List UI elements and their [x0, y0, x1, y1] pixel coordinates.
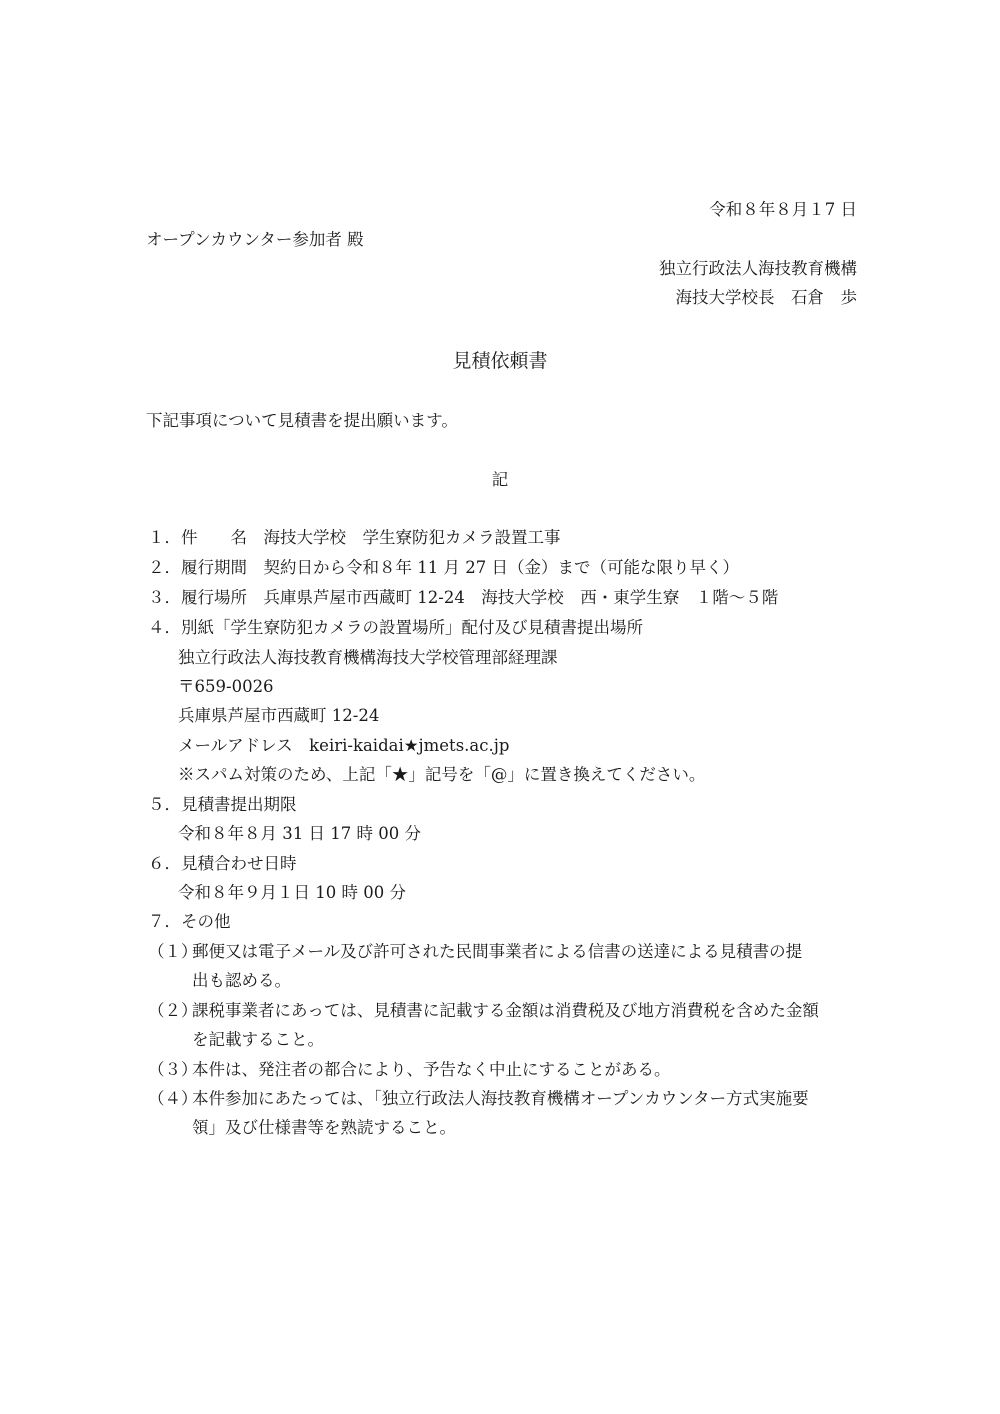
note-1 — [148, 937, 860, 995]
item-3: ３．履行場所 兵庫県芦屋市西蔵町 12-24 海技大学校 西・東学生寮 １階～５階 — [148, 588, 779, 607]
note-3 — [148, 1055, 860, 1084]
sender-person: 海技大学校長 石倉 歩 — [675, 288, 857, 307]
item-5: ５．見積書提出期限 — [148, 795, 297, 814]
document-title: 見積依頼書 — [452, 350, 548, 372]
item-5-deadline: 令和８年８月 31 日 17 時 00 分 — [178, 824, 421, 843]
note-label: （１） — [148, 942, 198, 961]
item-6-datetime: 令和８年９月１日 10 時 00 分 — [178, 883, 406, 902]
item-1: １．件 名 海技大学校 学生寮防犯カメラ設置工事 — [148, 528, 561, 547]
note-4 — [148, 1084, 860, 1142]
note-text: 課税事業者にあっては、見積書に記載する金額は消費税及び地方消費税を含めた金額 — [192, 1001, 819, 1020]
item-7: ７．その他 — [148, 912, 231, 931]
item-4-spam-note: ※スパム対策のため、上記「★」記号を「@」に置き換えてください。 — [178, 765, 706, 784]
sender-org: 独立行政法人海技教育機構 — [659, 259, 857, 278]
note-2 — [148, 996, 860, 1054]
item-4: ４．別紙「学生寮防犯カメラの設置場所」配付及び見積書提出場所 — [148, 618, 643, 637]
note-text: 本件参加にあたっては、「独立行政法人海技教育機構オープンカウンター方式実施要 — [192, 1089, 809, 1108]
item-6: ６．見積合わせ日時 — [148, 854, 297, 873]
item-4-address: 兵庫県芦屋市西蔵町 12-24 — [178, 706, 380, 725]
recipient: オープンカウンター参加者 殿 — [146, 230, 364, 249]
note-text: 郵便又は電子メール及び許可された民間事業者による信書の送達による見積書の提 — [192, 942, 803, 961]
note-continuation: を記載すること。 — [192, 1030, 324, 1049]
note-label: （３） — [148, 1060, 198, 1079]
item-4-dept: 独立行政法人海技教育機構海技大学校管理部経理課 — [178, 648, 558, 667]
note-label: （２） — [148, 1001, 198, 1020]
ki-heading: 記 — [491, 470, 509, 489]
note-text: 本件は、発注者の都合により、予告なく中止にすることがある。 — [192, 1060, 671, 1079]
intro-text: 下記事項について見積書を提出願います。 — [146, 411, 458, 430]
note-continuation: 出も認める。 — [192, 971, 291, 990]
item-4-postal: 〒659-0026 — [178, 677, 274, 696]
item-4-email: メールアドレス keiri-kaidai★jmets.ac.jp — [178, 736, 510, 755]
item-2: ２．履行期間 契約日から令和８年 11 月 27 日（金）まで（可能な限り早く） — [148, 558, 739, 577]
note-label: （４） — [148, 1089, 198, 1108]
document-date: 令和８年８月１7 日 — [709, 200, 857, 219]
note-continuation: 領」及び仕様書等を熟読すること。 — [192, 1118, 456, 1137]
